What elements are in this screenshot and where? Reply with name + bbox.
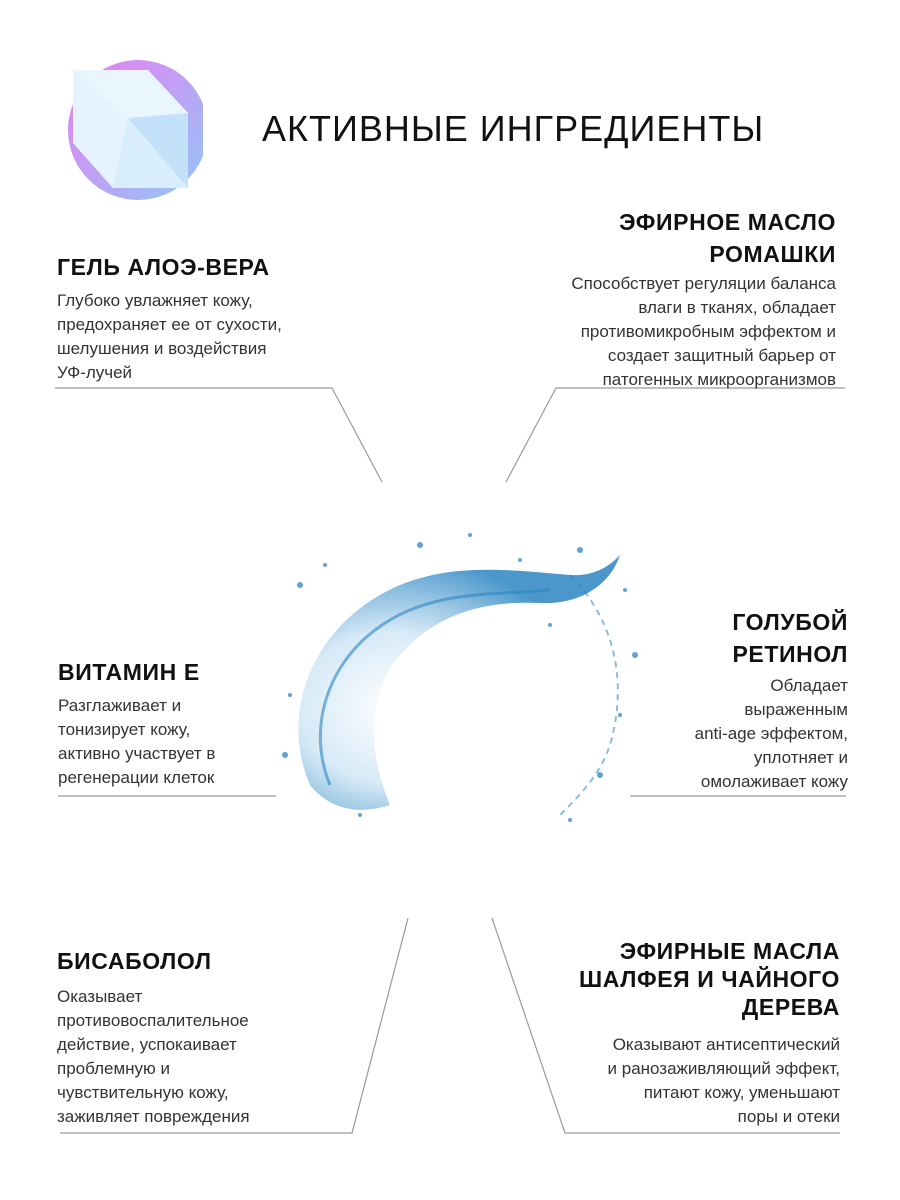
crystal-cube-logo-icon <box>58 58 203 203</box>
ingredient-sage-tea-tree-text: Оказывают антисептический и ранозаживляющий эффект, питают кожу, уменьшают поры и отеки <box>607 1035 840 1126</box>
chamomile-connector-line <box>506 388 845 482</box>
ingredient-aloe-name: ГЕЛЬ АЛОЭ-ВЕРА <box>57 254 270 280</box>
ingredient-vitamin-e <box>58 658 288 790</box>
aloe-connector-line <box>55 388 382 482</box>
ingredient-bisabolol-name: БИСАБОЛОЛ <box>57 948 212 974</box>
ingredient-bisabolol-text: Оказывает противовоспалительное действие, успокаивает проблемную и чувствительную кожу, заживляет повреждения <box>57 987 250 1126</box>
ingredient-vitamin-e-text: Разглаживает и тонизирует кожу, активно участвует в регенерации клеток <box>58 696 216 787</box>
page-title: АКТИВНЫЕ ИНГРЕДИЕНТЫ <box>262 108 765 149</box>
ingredient-retinol-text: Обладает выраженным anti-age эффектом, уплотняет и омолаживает кожу <box>694 676 848 791</box>
ingredient-retinol-name: ГОЛУБОЙ РЕТИНОЛ <box>732 609 848 667</box>
ingredient-sage-tea-tree-name: ЭФИРНЫЕ МАСЛА ШАЛФЕЯ И ЧАЙНОГО ДЕРЕВА <box>579 938 840 1020</box>
ingredient-chamomile-text: Способствует регуляции баланса влаги в тканях, обладает противомикробным эффектом и создает защитный барьер от патогенных микроорганизмов <box>571 274 836 389</box>
ingredient-chamomile <box>500 206 836 392</box>
ingredient-aloe <box>57 253 347 385</box>
ingredient-retinol <box>640 606 848 794</box>
ingredient-vitamin-e-name: ВИТАМИН Е <box>58 659 200 685</box>
ingredient-aloe-text: Глубоко увлажняет кожу, предохраняет ее от сухости, шелушения и воздействия УФ-лучей <box>57 291 282 382</box>
ingredient-sage-tea-tree <box>530 937 840 1129</box>
ingredient-chamomile-name: ЭФИРНОЕ МАСЛО РОМАШКИ <box>619 209 836 267</box>
ingredient-bisabolol <box>57 947 317 1129</box>
water-splash-illustration <box>270 515 650 835</box>
